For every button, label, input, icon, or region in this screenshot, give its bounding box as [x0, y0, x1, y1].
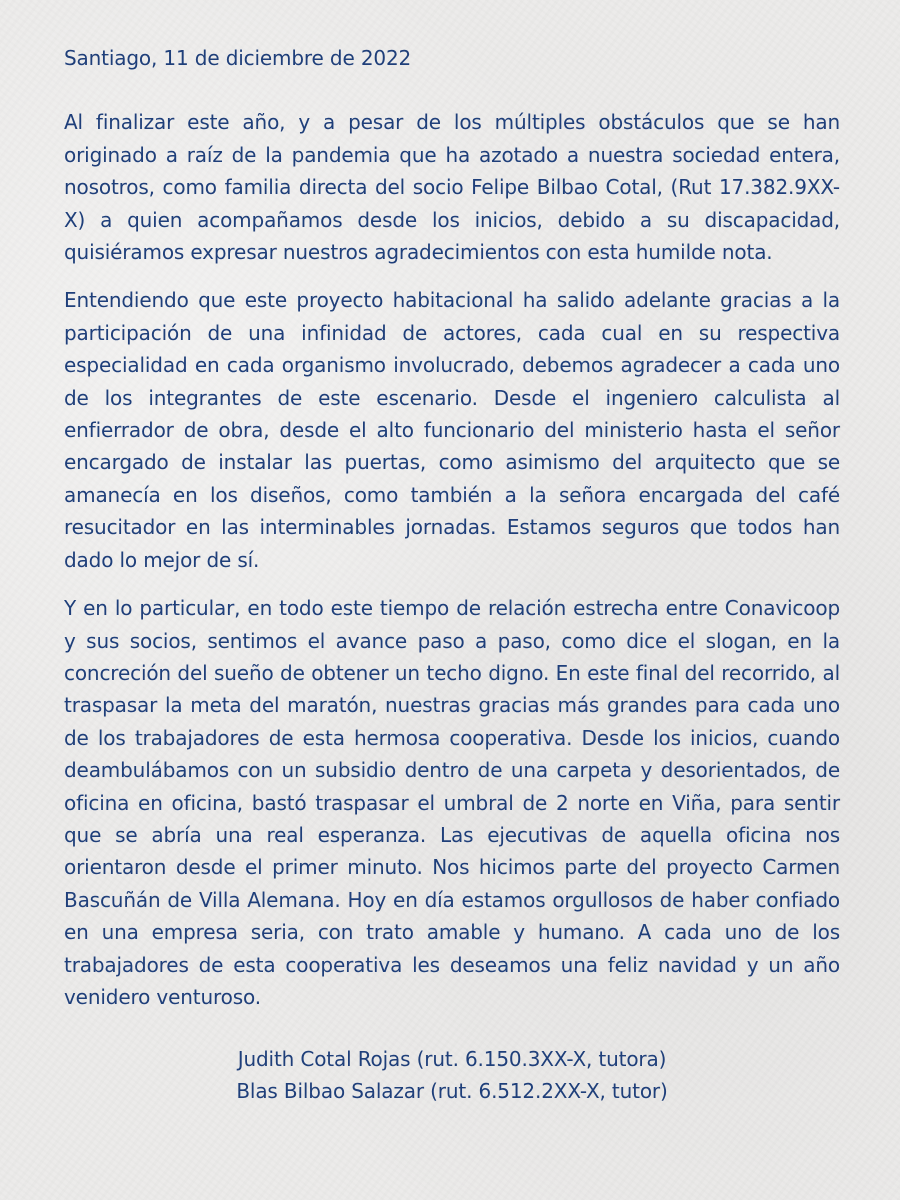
letter-paragraph-1: Al finalizar este año, y a pesar de los múltiples obstáculos que se han originado a raíz de la pandemia que ha azotado a nuestra sociedad entera, nosotros, como familia directa del socio Felipe Bilbao Cotal, (Rut 17.382.9XX-X) a quien acompañamos desde los inicios, debido a su discapacidad, quisiéramos expresar nuestros agradecimientos con esta humilde nota. [64, 110, 840, 265]
letter-date: Santiago, 11 de diciembre de 2022 [64, 46, 412, 70]
signature-line-2: Blas Bilbao Salazar (rut. 6.512.2XX-X, tutor) [236, 1079, 668, 1104]
signature-line-1: Judith Cotal Rojas (rut. 6.150.3XX-X, tutora) [237, 1047, 667, 1072]
handwritten-letter [64, 42, 840, 1107]
letter-paragraph-3: Y en lo particular, en todo este tiempo de relación estrecha entre Conavicoop y sus socios, sentimos el avance paso a paso, como dice el slogan, en la concreción del sueño de obtener un techo digno. En este final del recorrido, al traspasar la meta del maratón, nuestras gracias más grandes para cada uno de los trabajadores de esta hermosa cooperativa. Desde los inicios, cuando deambulábamos con un subsidio dentro de una carpeta y desorientados, de oficina en oficina, bastó traspasar el umbral de 2 norte en Viña, para sentir que se abría una real esperanza. Las ejecutivas de aquella oficina nos orientaron desde el primer minuto. Nos hicimos parte del proyecto Carmen Bascuñán de Villa Alemana. Hoy en día estamos orgullosos de haber confiado en una empresa seria, con trato amable y humano. A cada uno de los trabajadores de esta cooperativa les deseamos una feliz navidad y un año venidero venturoso. [64, 596, 840, 1009]
signature-block [64, 1043, 840, 1107]
letter-paragraph-2: Entendiendo que este proyecto habitacional ha salido adelante gracias a la participación de una infinidad de actores, cada cual en su respectiva especialidad en cada organismo involucrado, debemos agradecer a cada uno de los integrantes de este escenario. Desde el ingeniero calculista al enfierrador de obra, desde el alto funcionario del ministerio hasta el señor encargado de instalar las puertas, como asimismo del arquitecto que se amanecía en los diseños, como también a la señora encargada del café resucitador en las interminables jornadas. Estamos seguros que todos han dado lo mejor de sí. [64, 288, 840, 572]
